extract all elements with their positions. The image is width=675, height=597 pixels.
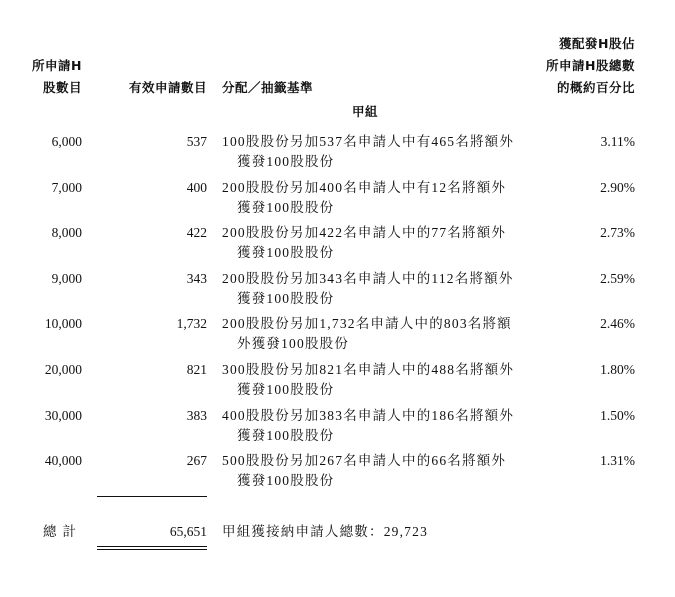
row-basis-line2: 獲發100股股份 xyxy=(237,473,335,488)
row-basis-line1: 400股股份另加383名申請人中的186名將額外 xyxy=(222,408,515,423)
row-basis-line2: 獲發100股股份 xyxy=(237,154,335,169)
row-basis-line2: 獲發100股股份 xyxy=(237,245,335,260)
row-applications: 383 xyxy=(186,408,207,423)
row-shares: 8,000 xyxy=(51,225,82,240)
row-basis-line1: 200股股份另加1,732名申請人中的803名將額 xyxy=(222,316,512,331)
row-basis-line2: 獲發100股股份 xyxy=(237,291,335,306)
row-basis-line2: 外獲發100股股份 xyxy=(237,336,350,351)
row-percentage: 3.11% xyxy=(600,134,635,149)
row-applications: 343 xyxy=(186,271,207,286)
row-shares: 30,000 xyxy=(44,408,82,423)
row-applications: 821 xyxy=(186,362,207,377)
row-percentage: 2.73% xyxy=(600,225,635,240)
total-double-rule-bottom xyxy=(97,549,207,550)
row-shares: 20,000 xyxy=(44,362,82,377)
row-shares: 40,000 xyxy=(44,453,82,468)
row-basis-line2: 獲發100股股份 xyxy=(237,428,335,443)
row-shares: 7,000 xyxy=(51,180,82,195)
row-shares: 9,000 xyxy=(51,271,82,286)
row-shares: 10,000 xyxy=(44,316,82,331)
row-percentage: 1.31% xyxy=(600,453,635,468)
header-applied-shares-line2: 股數目 xyxy=(42,80,82,95)
row-applications: 422 xyxy=(186,225,207,240)
total-double-rule-top xyxy=(97,546,207,547)
row-percentage: 2.59% xyxy=(600,271,635,286)
subtotal-rule xyxy=(97,496,207,497)
total-applications: 65,651 xyxy=(169,524,207,539)
row-percentage: 1.80% xyxy=(600,362,635,377)
total-label: 總計 xyxy=(43,524,82,539)
row-percentage: 1.50% xyxy=(600,408,635,423)
header-applied-shares-line1: 所申請H xyxy=(32,58,82,73)
header-percentage-line2: 所申請H股總數 xyxy=(546,58,635,73)
header-applied-shares xyxy=(20,55,82,99)
row-basis-line1: 200股股份另加343名申請人中的112名將額外 xyxy=(222,271,514,286)
header-valid-applications: 有效申請數目 xyxy=(128,80,207,95)
header-basis: 分配／抽籤基準 xyxy=(222,80,314,95)
header-percentage xyxy=(500,33,635,99)
header-percentage-line3: 的概約百分比 xyxy=(556,80,635,95)
row-applications: 400 xyxy=(186,180,207,195)
total-accepted-note: 甲組獲接納申請人總數：29,723 xyxy=(222,524,429,539)
row-applications: 1,732 xyxy=(176,316,207,331)
row-basis-line1: 200股股份另加422名申請人中的77名將額外 xyxy=(222,225,507,240)
group-label: 甲組 xyxy=(352,104,379,119)
row-shares: 6,000 xyxy=(51,134,82,149)
header-percentage-line1: 獲配發H股佔 xyxy=(559,36,635,51)
row-basis-line2: 獲發100股股份 xyxy=(237,382,335,397)
row-applications: 537 xyxy=(186,134,207,149)
row-basis-line1: 100股股份另加537名申請人中有465名將額外 xyxy=(222,134,515,149)
row-applications: 267 xyxy=(186,453,207,468)
row-basis-line1: 500股股份另加267名申請人中的66名將額外 xyxy=(222,453,507,468)
row-basis-line2: 獲發100股股份 xyxy=(237,200,335,215)
row-basis-line1: 300股股份另加821名申請人中的488名將額外 xyxy=(222,362,515,377)
row-percentage: 2.90% xyxy=(600,180,635,195)
row-basis-line1: 200股股份另加400名申請人中有12名將額外 xyxy=(222,180,507,195)
row-percentage: 2.46% xyxy=(600,316,635,331)
